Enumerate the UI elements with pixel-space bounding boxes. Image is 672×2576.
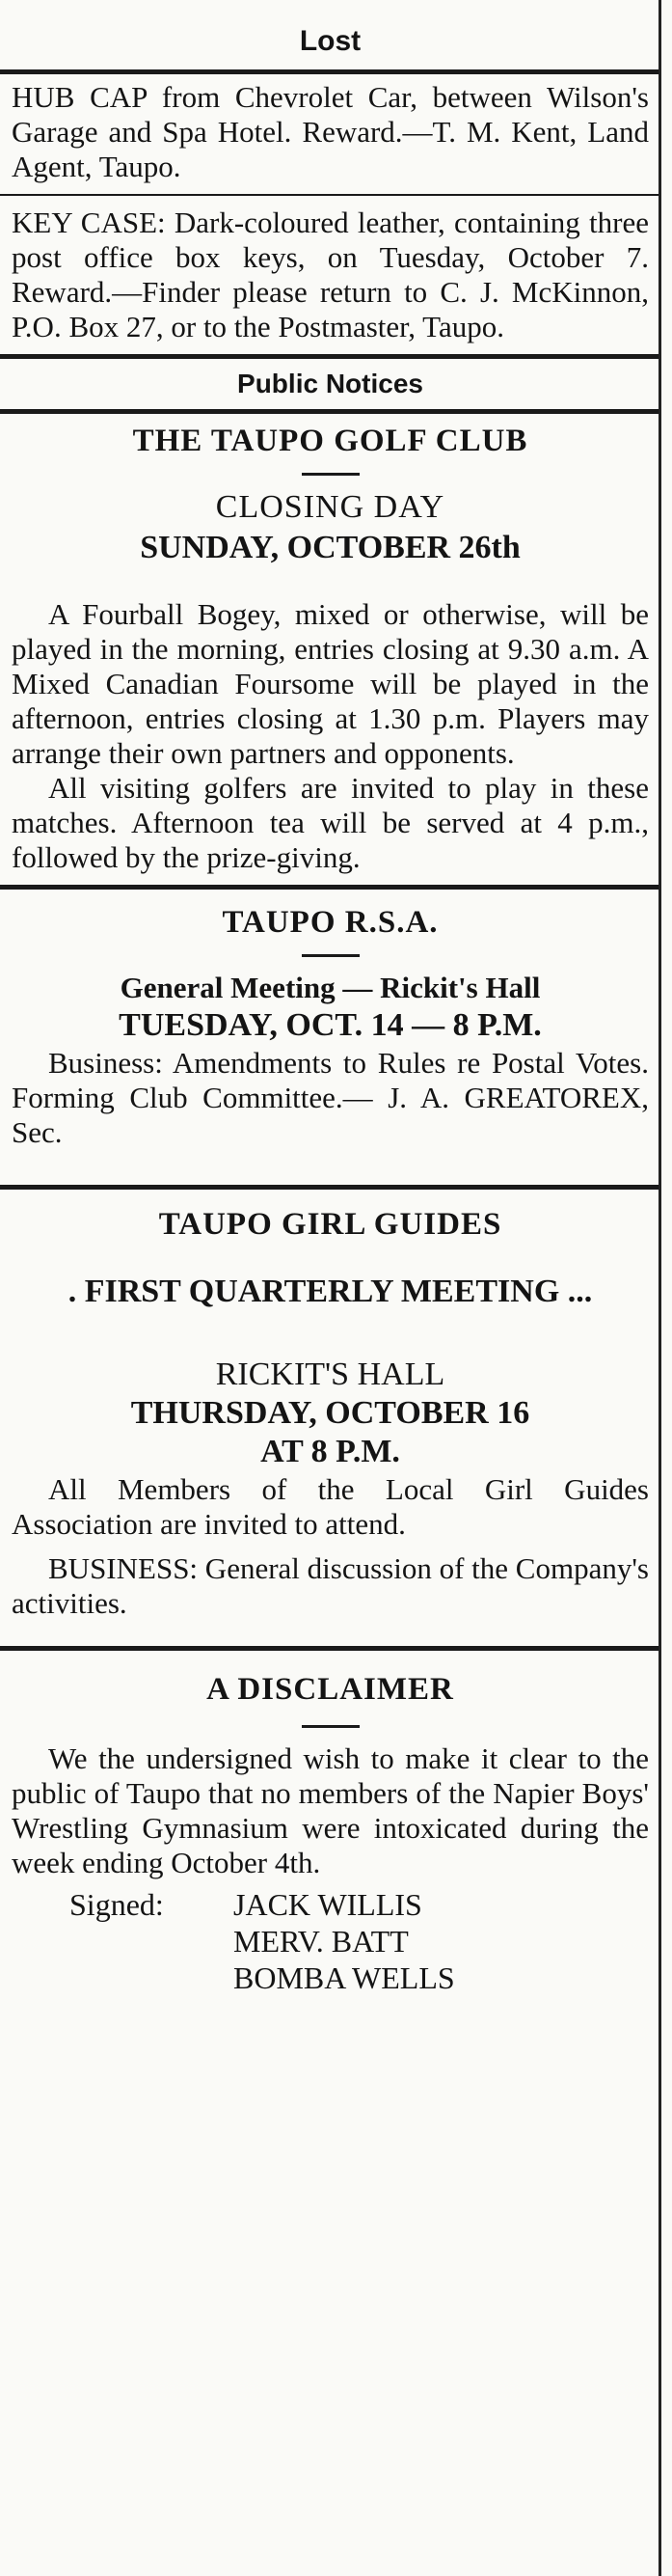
signatory-name: JACK WILLIS	[233, 1887, 422, 1922]
guides-paragraph-2: BUSINESS: General discussion of the Company's activities.	[12, 1551, 649, 1620]
signatory-name: BOMBA WELLS	[233, 1960, 455, 1995]
guides-meeting: . FIRST QUARTERLY MEETING ...	[67, 1274, 593, 1309]
public-notices-heading: Public Notices	[237, 369, 423, 398]
disclaimer-paragraph: We the undersigned wish to make it clear to the public of Taupo that no members of the Napier Boys' Wrestling Gymnasium were intoxicated during the week ending October 4th.	[12, 1741, 649, 1879]
guides-date: THURSDAY, OCTOBER 16	[130, 1395, 530, 1431]
guides-title: TAUPO GIRL GUIDES	[158, 1207, 502, 1242]
divider	[0, 69, 659, 74]
lost-heading: Lost	[299, 25, 362, 57]
golf-paragraph-2: All visiting golfers are invited to play in these matches. Afternoon tea will be served at 4 p.m., followed by the prize-giving.	[12, 771, 649, 874]
guides-paragraph-1: All Members of the Local Girl Guides Association are invited to attend.	[12, 1472, 649, 1541]
rsa-date-line: TUESDAY, OCT. 14 — 8 P.M.	[119, 1007, 542, 1043]
lost-item-hub-cap: HUB CAP from Chevrolet Car, between Wilson's Garage and Spa Hotel. Reward.—T. M. Kent, Land Agent, Taupo.	[12, 80, 649, 183]
signature-row	[12, 1886, 649, 1923]
divider	[0, 1646, 659, 1651]
signature-row	[12, 1923, 649, 1959]
disclaimer-title: A DISCLAIMER	[206, 1672, 454, 1707]
short-divider	[302, 954, 360, 957]
divider	[0, 1185, 659, 1190]
golf-club-title: THE TAUPO GOLF CLUB	[132, 424, 528, 458]
short-divider	[302, 1725, 360, 1728]
rsa-title: TAUPO R.S.A.	[222, 905, 439, 940]
rsa-meeting-line: General Meeting — Rickit's Hall	[120, 971, 541, 1004]
signature-row	[12, 1959, 649, 1996]
golf-date: SUNDAY, OCTOBER 26th	[140, 530, 521, 565]
golf-paragraph-1: A Fourball Bogey, mixed or otherwise, will be played in the morning, entries closing at 9.30 a.m. A Mixed Canadian Foursome will be played in the afternoon, entries closing at 1.30 p.m. Players may arrange their own partners and opponents.	[12, 597, 649, 770]
divider	[0, 409, 659, 414]
lost-item-key-case: KEY CASE: Dark-coloured leather, containing three post office box keys, on Tuesday, October 7. Reward.—Finder please return to C. J. McKinnon, P.O. Box 27, or to the Postmaster, Taupo.	[12, 206, 649, 343]
short-divider	[302, 473, 360, 476]
signed-label: Signed:	[69, 1887, 164, 1922]
guides-time: AT 8 P.M.	[260, 1434, 400, 1469]
rsa-business: Business: Amendments to Rules re Postal Votes. Forming Club Committee.— J. A. GREATOREX, Sec.	[12, 1046, 649, 1149]
golf-closing-day: CLOSING DAY	[215, 489, 445, 525]
divider	[0, 194, 659, 196]
divider	[0, 885, 659, 890]
signatory-name: MERV. BATT	[233, 1924, 409, 1959]
guides-venue: RICKIT'S HALL	[215, 1357, 445, 1392]
